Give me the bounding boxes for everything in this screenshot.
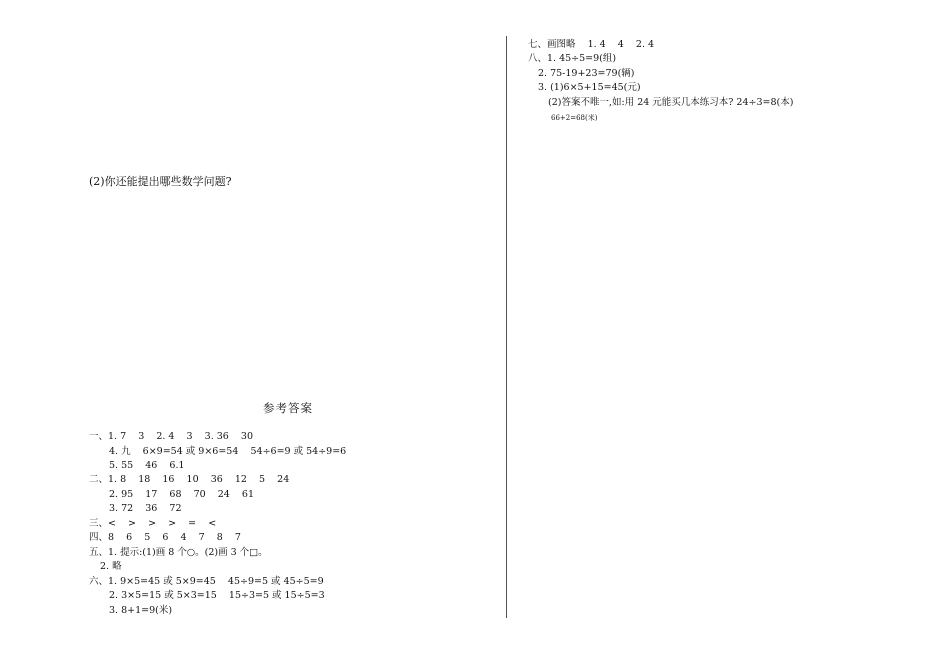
answer-line-7: 七、画图略 1. 4 4 2. 4 <box>528 39 655 50</box>
column-divider <box>506 36 507 618</box>
answer-line-2-3: 3. 72 36 72 <box>109 503 182 514</box>
answer-line-6-3: 3. 8+1=9(米) <box>109 605 173 616</box>
answer-line-8-3-2: (2)答案不唯一,如:用 24 元能买几本练习本? 24÷3=8(本) <box>548 97 794 108</box>
answer-key-title: 参考答案 <box>263 401 313 415</box>
answer-line-1-5: 5. 55 46 6.1 <box>109 460 185 471</box>
answer-line-6: 六、1. 9×5=45 或 5×9=45 45÷9=5 或 45÷5=9 <box>89 576 324 587</box>
answer-line-5-2: 2. 略 <box>100 561 122 572</box>
answer-line-8-3-3: 66+2=68(米) <box>551 114 598 122</box>
answer-line-2: 二、1. 8 18 16 10 36 12 5 24 <box>89 474 290 485</box>
answer-line-4: 四、8 6 5 6 4 7 8 7 <box>89 532 241 543</box>
answer-line-8-3: 3. (1)6×5+15=45(元) <box>538 82 641 93</box>
question-2-prompt: (2)你还能提出哪些数学问题? <box>89 175 232 188</box>
answer-line-8-2: 2. 75-19+23=79(辆) <box>538 68 635 79</box>
answer-line-1: 一、1. 7 3 2. 4 3 3. 36 30 <box>89 431 254 442</box>
answer-line-3: 三、< > > > = < <box>89 518 217 529</box>
answer-line-6-2: 2. 3×5=15 或 5×3=15 15÷3=5 或 15÷5=3 <box>109 590 325 601</box>
answer-line-1-4: 4. 九 6×9=54 或 9×6=54 54÷6=9 或 54÷9=6 <box>109 446 347 457</box>
answer-line-8: 八、1. 45÷5=9(组) <box>528 53 617 64</box>
answer-line-2-2: 2. 95 17 68 70 24 61 <box>109 489 255 500</box>
answer-line-5: 五、1. 提示:(1)画 8 个○。(2)画 3 个□。 <box>89 547 268 558</box>
